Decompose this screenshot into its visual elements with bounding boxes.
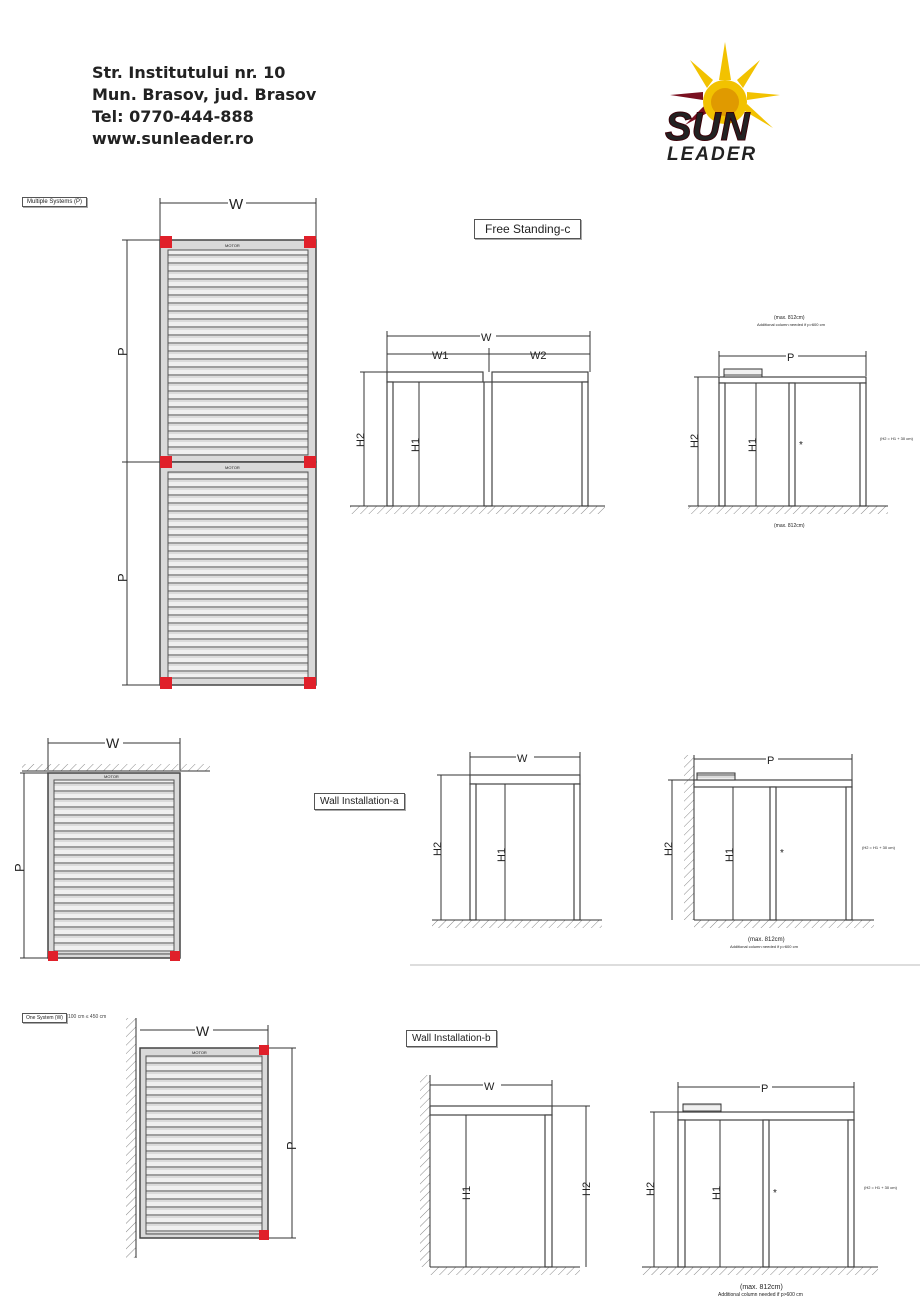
- wb-front-w-label: W: [484, 1081, 495, 1093]
- wa-side-p-label: P: [767, 755, 775, 767]
- fs-star: *: [799, 440, 803, 451]
- address-street: Str. Institutului nr. 10: [92, 63, 286, 82]
- wa-front-w-label: W: [517, 753, 528, 765]
- plan-p2-label: P: [115, 573, 130, 582]
- wall-a-front-elevation: [432, 751, 602, 928]
- free-standing-label: Free Standing-c: [474, 219, 581, 239]
- wall-a-side-elevation: [663, 753, 896, 949]
- wb-front-h2: H2: [581, 1181, 593, 1196]
- wa-front-h1: H1: [496, 847, 508, 862]
- wb-front-h1: H1: [461, 1185, 473, 1200]
- fs-side-h2-label: H2: [689, 433, 701, 448]
- one-system-plan: [126, 1018, 299, 1258]
- fs-max-bottom: (max. 812cm): [774, 523, 805, 529]
- fs-h-note: (H2 = H1 + 30 cm): [880, 436, 913, 441]
- ws-plan-w-label: W: [196, 1023, 210, 1039]
- wall-installation-a-label: Wall Installation-a: [314, 793, 405, 810]
- fs-max-top: (max. 812cm): [774, 315, 805, 321]
- fs-additional-top: Additional column needed if p>600 cm: [757, 322, 825, 327]
- wa-side-h1: H1: [724, 847, 736, 862]
- wb-side-star: *: [773, 1188, 777, 1199]
- plan-p1-label: P: [115, 347, 130, 356]
- wb-side-max: (max. 812cm): [740, 1284, 783, 1291]
- wa-front-h2: H2: [432, 841, 444, 856]
- free-standing-side-elevation: [688, 315, 914, 529]
- wa-plan-motor: MOTOR: [104, 774, 119, 779]
- fs-side-h1-label: H1: [747, 437, 759, 452]
- wa-side-h2: H2: [663, 841, 675, 856]
- fs-h2-label: H2: [355, 432, 367, 447]
- plan-w-label: W: [229, 196, 244, 213]
- one-system-label: One System (W): [22, 1013, 67, 1023]
- ws-plan-p-label: P: [284, 1141, 299, 1150]
- address-city: Mun. Brasov, jud. Brasov: [92, 85, 317, 104]
- wall-b-front-elevation: [420, 1075, 593, 1275]
- logo-leader-text: LEADER: [667, 144, 758, 165]
- wb-side-h-note: (H2 = H1 + 30 cm): [864, 1185, 897, 1190]
- fs-w2-label: W2: [530, 350, 547, 362]
- ws-plan-motor: MOTOR: [192, 1050, 207, 1055]
- wa-side-h-note: (H2 = H1 + 30 cm): [862, 845, 895, 850]
- wa-side-max: (max. 812cm): [748, 937, 785, 943]
- website-link[interactable]: www.sunleader.ro: [92, 129, 254, 148]
- free-standing-front-elevation: [350, 330, 605, 514]
- wall-installation-b-label: Wall Installation-b: [406, 1030, 497, 1047]
- multiple-systems-label: Multiple Systems (P): [22, 197, 87, 207]
- fs-h1-label: H1: [410, 437, 422, 452]
- plan-motor-label-1: MOTOR: [225, 243, 240, 248]
- wall-a-plan: [12, 735, 210, 961]
- wb-side-additional: Additional column needed if p>600 cm: [718, 1292, 803, 1298]
- wb-side-p-label: P: [761, 1083, 769, 1095]
- multiple-systems-plan: [115, 195, 316, 689]
- wa-plan-w-label: W: [106, 735, 120, 751]
- wa-side-star: *: [780, 848, 784, 859]
- logo-sun-text: SUN: [665, 105, 750, 149]
- one-system-note: 100 cm ≤ 450 cm: [68, 1014, 107, 1020]
- wa-side-additional: Additional column needed if p>600 cm: [730, 944, 798, 949]
- plan-motor-label-2: MOTOR: [225, 465, 240, 470]
- wa-plan-p-label: P: [12, 863, 27, 872]
- wb-side-h2: H2: [645, 1181, 657, 1196]
- fs-p-label: P: [787, 352, 795, 364]
- phone-number: Tel: 0770-444-888: [92, 107, 254, 126]
- fs-w1-label: W1: [432, 350, 449, 362]
- fs-w-label: W: [481, 332, 492, 344]
- wall-b-side-elevation: [642, 1081, 898, 1298]
- wb-side-h1: H1: [711, 1185, 723, 1200]
